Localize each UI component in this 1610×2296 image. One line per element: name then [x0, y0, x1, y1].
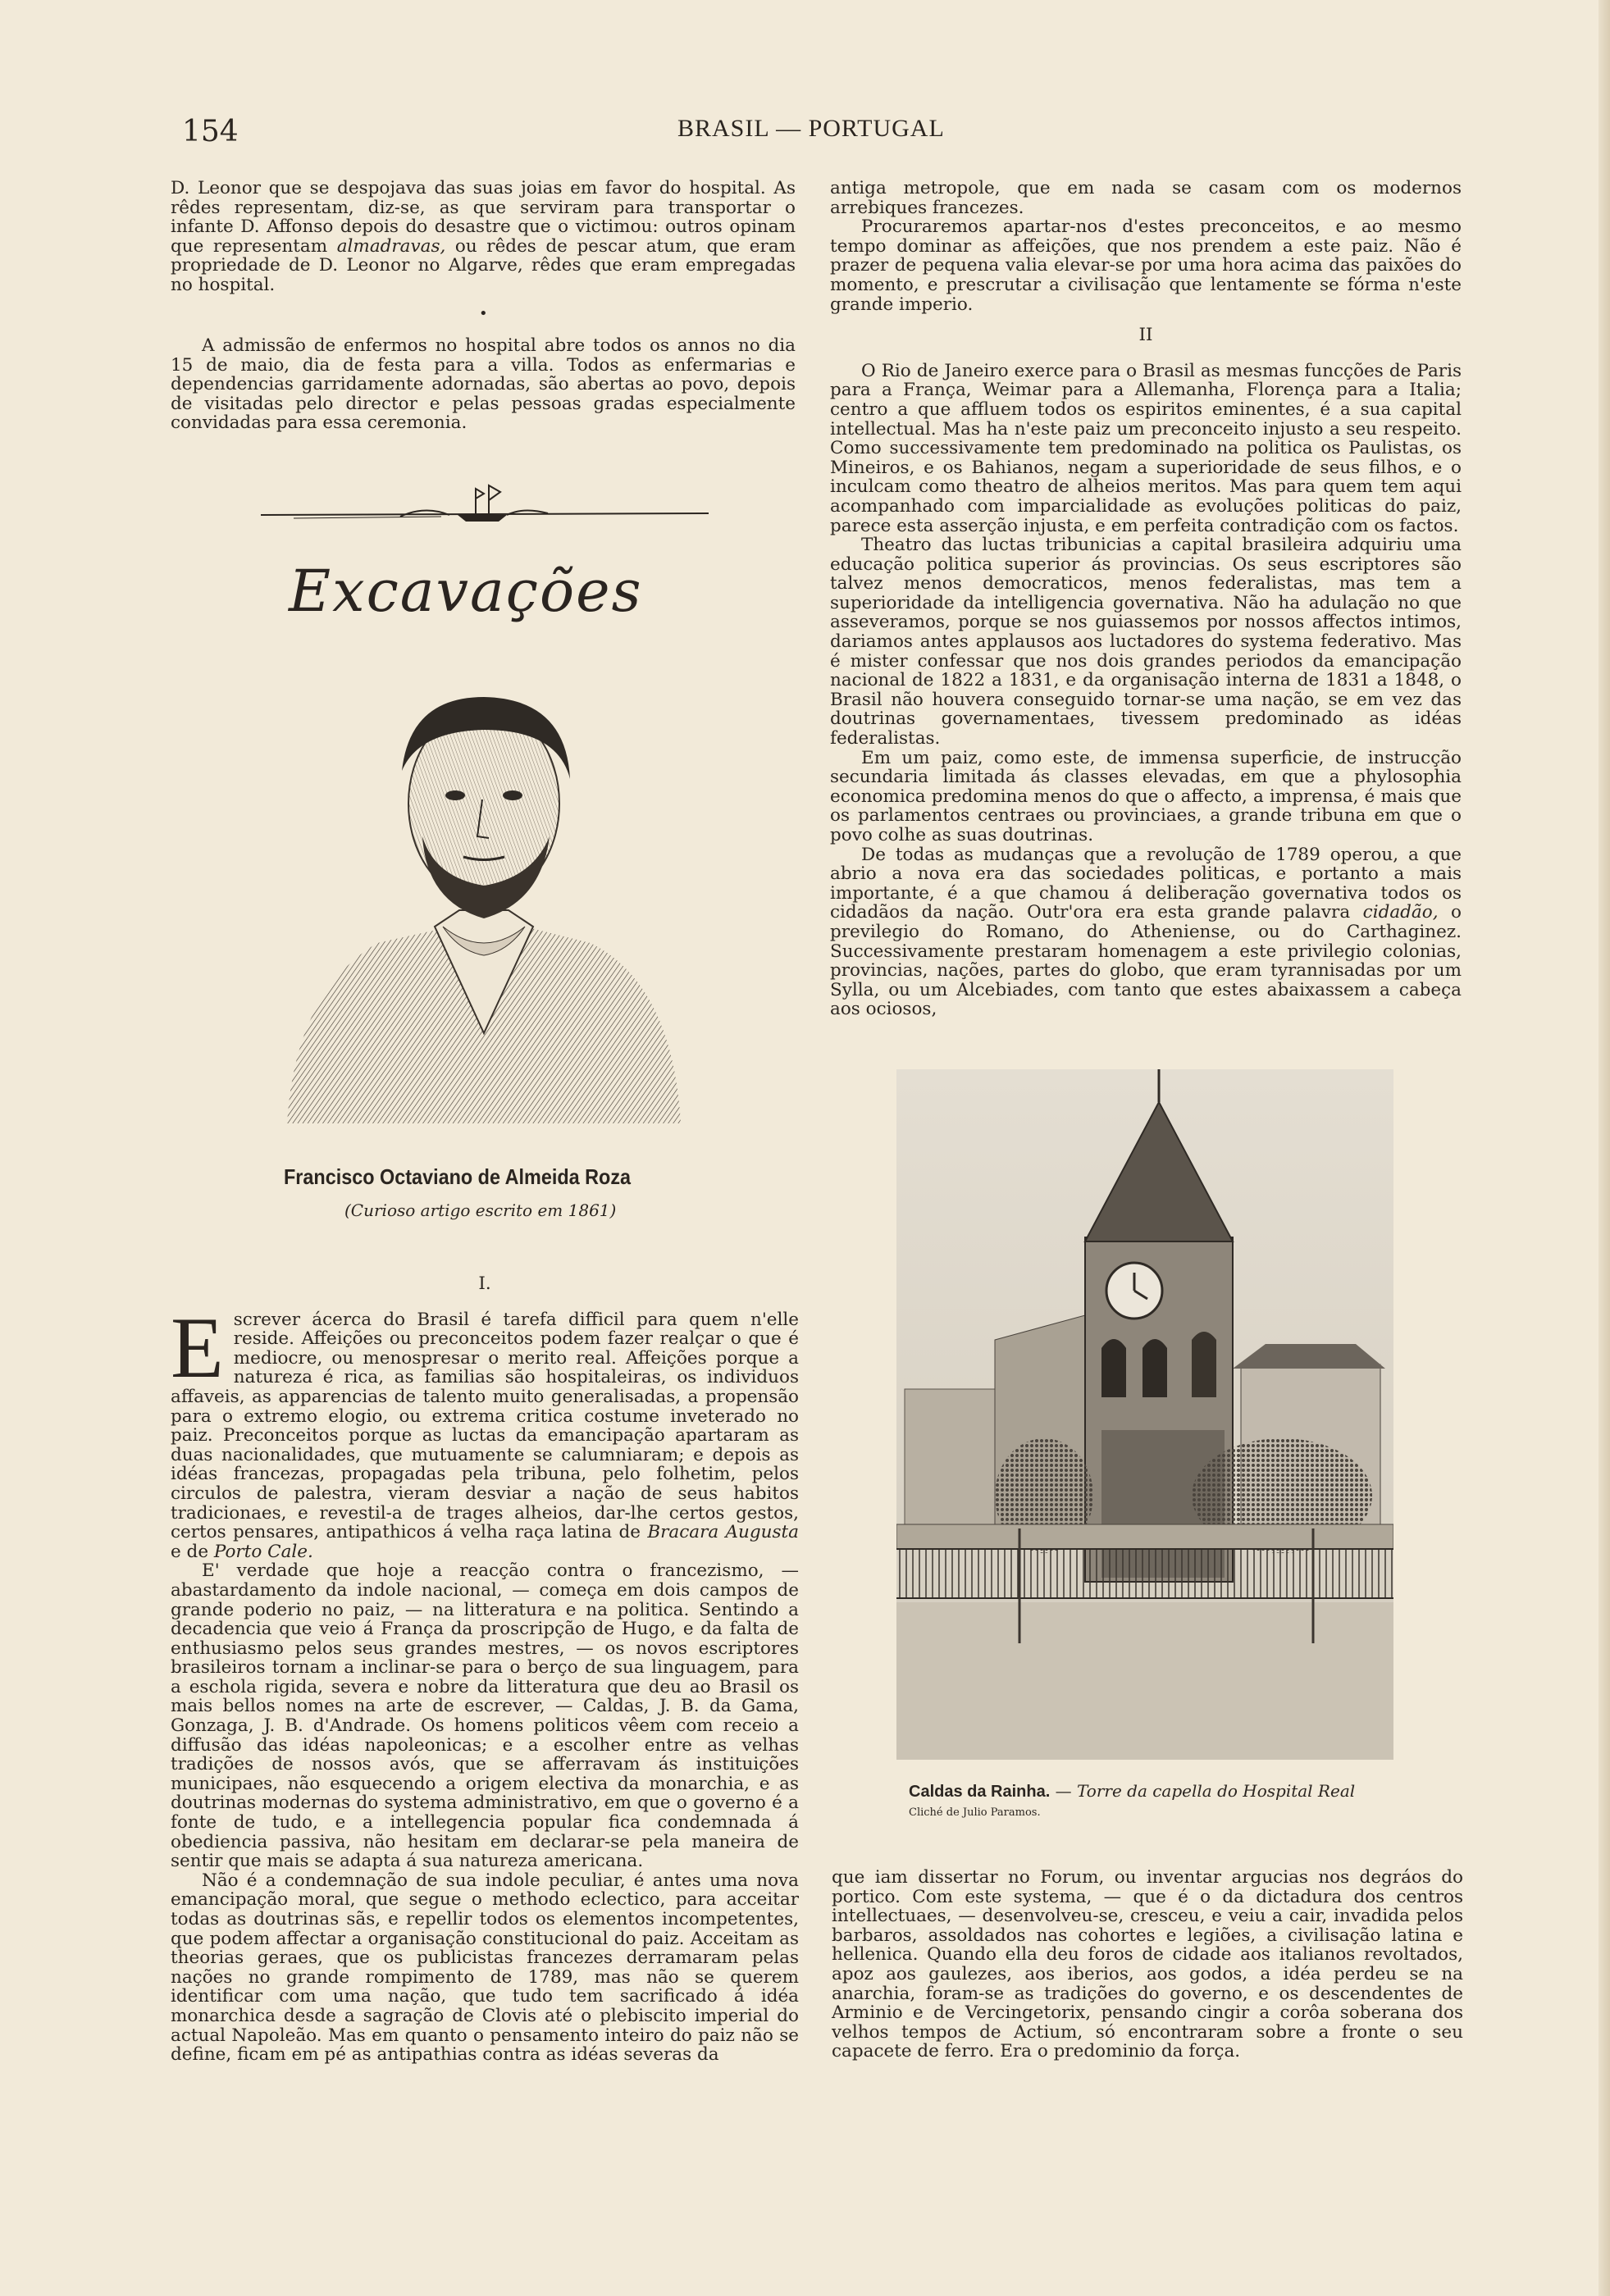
paragraph: De todas as mudanças que a revolução de 1789 operou, a que abrio a nova era das sociedades politicas, e portanto a mais importante, é a que chamou á deliberação governativa todos os cidadãos da nação. Outr'ora era esta grande palavra cidadão, o previlegio do Romano, do Atheniense, ou do Carthaginez. Successivamente prestaram homenagem a este privilegio colonias, provincias, nações, partes do globo, que eram tyrannisadas por um Sylla, ou um Alcebiades, com tanto que estes abaixassem a cabeça aos ociosos, [830, 844, 1462, 1020]
tower-photograph [896, 1069, 1393, 1760]
paragraph: Não é a condemnação de sua indole peculiar, é antes uma nova emancipação moral, que segue o methodo eclectico, para acceitar todas as doutrinas sãs, e repellir todos os elementos incompetentes, que podem affectar a organisação constitucional do paiz. Acceitam as theorias geraes, que os publicistas francezes derramaram pelas nações no grande rompimento de 1789, mas não se querem identificar com uma nação, que tudo tem sacrificado á idéa monarchica desde a sagração de Clovis até o plebiscito imperial do actual Napoleão. Mas em quanto o pensamento inteiro do paiz não se define, ficam em pé as antipathias contra as idéas severas da [171, 1870, 799, 2066]
running-title: BRASIL — PORTUGAL [677, 115, 945, 142]
paragraph: Escrever ácerca do Brasil é tarefa difficil para quem n'elle reside. Affeições ou preconceitos podem fazer realçar o que é mediocre, ou menospresar o merito real. Affeições porque a natureza é rica, as familias são hospitaleiras, os individuos affaveis, as apparencias de talento muito generalisadas, a propensão para o extremo elogio, ou extrema critica costume inveterado no paiz. Preconceitos porque as luctas da emancipação apartaram as duas nacionalidades, que mutuamente se calumniaram; e depois as idéas francezas, propagadas pela tribuna, pelo folhetim, pelos circulos de palestra, vieram desviar a nação de seus habitos tradicionaes, e revestil-a de trages alheios, dar-lhe certos gestos, certos pensares, antipathicos á velha raça latina de Bracara Augusta e de Porto Cale. [171, 1299, 799, 1562]
photo-caption: Caldas da Rainha. — Torre da capella do Hospital Real [909, 1781, 1356, 1801]
left-article-column [171, 1263, 799, 2065]
paragraph: O Rio de Janeiro exerce para o Brasil as mesmas funcções de Paris para a França, Weimar para a Allemanha, Florença para a Italia; centro a que affluem todos os espiritos eminentes, é a sua capital intellectual. Mas ha n'este paiz um preconceito injusto a seu respeito. Como successivamente tem predominado na politica os Paulistas, os Mineiros, e os Bahianos, negam a superioridade de seus filhos, e o inculcam como theatro de alheios meritos. Mas para quem tem aqui acompanhado com imparcialidade as evoluções politicas do paiz, parece esta asserção injusta, e em perfeita contradição com os factos. [830, 360, 1462, 536]
article-title: Excavações [289, 558, 643, 625]
ship-ornament-icon [261, 482, 709, 530]
right-lower-column [832, 1868, 1463, 2061]
section-number: II [1138, 325, 1153, 346]
drop-cap: E [171, 1299, 224, 1396]
section-number: I. [478, 1273, 491, 1294]
paragraph: E' verdade que hoje a reacção contra o francezismo, — abastardamento da indole nacional, — começa em dois campos de grande poderio no paiz, — na litteratura e na politica. Sentindo a decadencia que veio á França da proscripção de Hugo, e da falta de enthusiasmo pelos seus grandes mestres, — os novos escriptores brasileiros tornam a inclinar-se para o berço de sua linguagem, para a escholа rigida, severa e nobre da litteratura que deu ao Brasil os mais bellos nomes na arte de escrever, — Caldas, J. B. da Gama, Gonzaga, J. B. d'Andrade. Os homens politicos vêem com receio a diffusão das idéas napoleonicas; e a escolher entre as velhas tradições de nossos avós, que se afferravam ás instituições municipaes, não esquecendo a origem electiva da monarchia, e as doutrinas modernas do systema administrativo, em que o governo é a fonte de tudo, e a intellegencia popular fica condemnada á obediencia passiva, não hesitam em declarar-se pela maneira de sentir que mais se adapta á sua natureza americana. [171, 1560, 799, 1872]
portrait-caption: Francisco Octaviano de Almeida Roza [284, 1164, 632, 1189]
left-top-column-2 [171, 336, 796, 433]
paragraph: Procuraremos apartar-nos d'estes preconceitos, e ao mesmo tempo dominar as affeições, que nos prendem a este paiz. Não é prazer de pequena valia elevar-se por uma hora acima das paixões do momento, e prescrutar a civilisação que lentamente se fórma n'este grande imperio. [830, 216, 1462, 315]
portrait-engraving [287, 681, 681, 1136]
paragraph: Theatro das luctas tribunicias a capital brasileira adquiriu uma educação politica superior ás provincias. Os seus escriptores são talvez menos democraticos, menos federalistas, mas tem a superioridade da intelligencia governativa. Não ha adulação no que asseveramos, porque se nos guiassemos por nossos affectos intimos, dariamos antes applausos aos luctadores do systema federativo. Mas é mister confessar que nos dois grandes periodos da emancipação nacional de 1822 a 1831, e da organisação interna de 1831 a 1848, o Brasil não houvera conseguido tornar-se uma nação, se em vez das doutrinas governamentaes, tivessem predominado as idéas federalistas. [830, 535, 1462, 749]
paragraph: que iam dissertar no Forum, ou inventar argucias nos degráos do portico. Com este systema, — que é o da dictadura dos centros intellectuaes, — desenvolveu-se, cresceu, e veiu a cair, invadida pelos barbaros, assoldados nas cohortes e legiões, a civilisação latina e hellenica. Quando ella deu foros de cidade aos italianos revoltados, apoz aos gaulezes, aos iberios, aos godos, a idéa perdeu se na anarchia, foram-se as tradições do governo, e os descendentes de Arminio e de Vercingetorix, pensando cingir a corôa soberana dos velhos tempos de Actium, só encontraram sobre a fronte o seu capacete de ferro. Era o predominio da força. [832, 1867, 1463, 2062]
photo-credit: Cliché de Julio Paramos. [909, 1806, 1041, 1819]
ornament-star: • [479, 305, 488, 322]
page-number: 154 [182, 115, 239, 148]
left-top-column [171, 179, 796, 295]
right-top-column [830, 179, 1462, 1019]
paragraph: antiga metropole, que em nada se casam com os modernos arrebiques francezes. [830, 178, 1462, 218]
portrait-subcaption: (Curioso artigo escrito em 1861) [344, 1200, 617, 1220]
paragraph: Em um paiz, como este, de immensa superficie, de instrucção secundaria limitada ás classes elevadas, em que a phylosophia economica predomina menos do que o affecto, a imprensa, é mais que os parlamentos centraes ou provinciaes, a grande tribuna em que o povo colhe as suas doutrinas. [830, 747, 1462, 845]
paragraph: D. Leonor que se despojava das suas joias em favor do hospital. As rêdes representam, diz-se, as que serviram para transportar o infante D. Affonso depois do desastre que o victimou: outros opinam que representam almadravas, ou rêdes de pescar atum, que eram propriedade de D. Leonor no Algarve, rêdes que eram empregadas no hospital. [171, 178, 796, 295]
paragraph: A admissão de enfermos no hospital abre todos os annos no dia 15 de maio, dia de festa para a villa. Todos as enfermarias e dependencias garridamente adornadas, são abertas ao povo, depois de visitadas pelo director e pelas pessoas gradas especialmente convidadas para essa ceremonia. [171, 335, 796, 434]
